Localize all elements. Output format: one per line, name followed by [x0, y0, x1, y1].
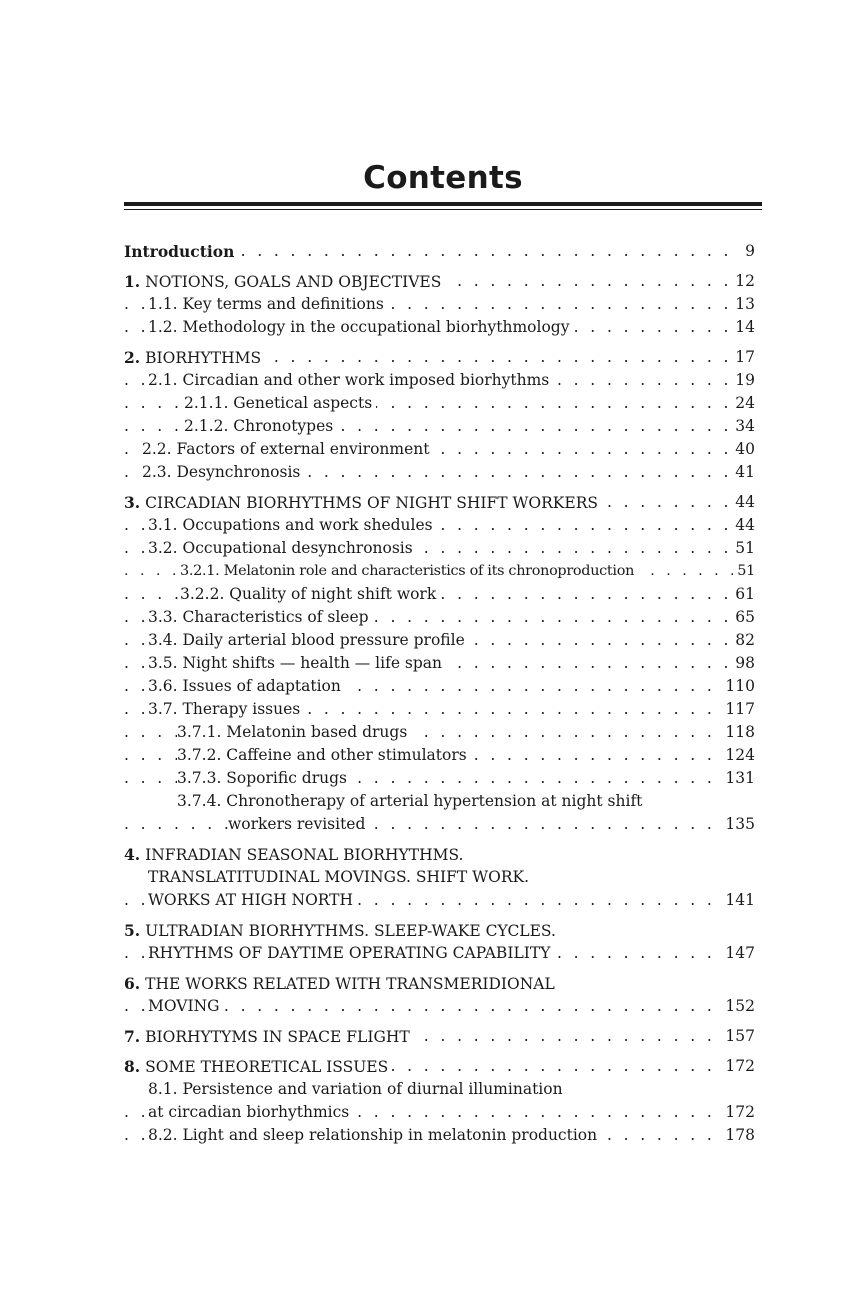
chapter-number: 7.	[124, 1027, 141, 1046]
toc-entry-page: 147	[721, 942, 755, 965]
chapter-number: 1.	[124, 272, 141, 291]
toc-entry-page: 98	[731, 652, 755, 675]
toc-entry-page: 65	[731, 606, 755, 629]
toc-entry-page: 61	[731, 583, 755, 606]
toc-entry-8-1-line1[interactable]: 8.1. Persistence and variation of diurnal illumination	[148, 1080, 563, 1098]
toc-entry-page: 41	[731, 461, 755, 484]
toc-entry-label: 2.1.2. Chronotypes	[184, 417, 337, 435]
toc-entry-label: 2.2. Factors of external environment	[142, 440, 433, 458]
toc-entry-8-1[interactable]	[124, 1101, 755, 1124]
toc-entry-page: 141	[721, 889, 755, 912]
toc-entry-3-1[interactable]	[124, 514, 755, 537]
table-of-contents	[124, 240, 755, 1154]
toc-entry-label: 3.2.2. Quality of night shift work	[180, 585, 440, 603]
toc-entry-page: 12	[731, 270, 755, 293]
toc-entry-label: 3.7. Therapy issues	[148, 700, 304, 718]
toc-entry-page: 135	[721, 813, 755, 836]
toc-entry-1-1[interactable]	[124, 293, 755, 316]
toc-entry-chapter-5[interactable]	[124, 942, 755, 965]
toc-group-chapter-3	[124, 491, 755, 836]
toc-entry-label: 2.1. Circadian and other work imposed biorhythms	[148, 371, 553, 389]
toc-entry-page: 131	[721, 767, 755, 790]
toc-entry-label: workers revisited	[228, 815, 369, 833]
chapter-number: 2.	[124, 348, 141, 367]
page-title: Contents	[363, 160, 523, 196]
toc-entry-label: MOVING	[148, 997, 224, 1015]
toc-group-chapter-2	[124, 346, 755, 484]
toc-entry-label: 3.2. Occupational desynchronosis	[148, 539, 417, 557]
toc-entry-page: 19	[731, 369, 755, 392]
chapter-number: 5.	[124, 921, 141, 940]
toc-entry-page: 40	[731, 438, 755, 461]
toc-group-chapter-6	[124, 972, 755, 1018]
toc-entry-chapter-1[interactable]	[124, 270, 755, 293]
toc-entry-label: BIORHYTYMS IN SPACE FLIGHT	[145, 1028, 410, 1046]
toc-entry-3-2-2[interactable]	[124, 583, 755, 606]
toc-entry-2-1-1[interactable]	[124, 392, 755, 415]
toc-entry-label: 3.6. Issues of adaptation	[148, 677, 345, 695]
toc-entry-2-2[interactable]	[124, 438, 755, 461]
toc-entry-page: 51	[733, 560, 755, 583]
chapter-number: 6.	[124, 974, 141, 993]
chapter-number: 3.	[124, 493, 141, 512]
toc-group-chapter-1	[124, 270, 755, 339]
toc-entry-chapter-4[interactable]	[124, 889, 755, 912]
toc-entry-label: 1.1. Key terms and definitions	[148, 295, 388, 313]
toc-entry-page: 172	[721, 1055, 755, 1078]
toc-entry-page: 34	[731, 415, 755, 438]
toc-entry-page: 124	[721, 744, 755, 767]
toc-entry-label: 8.2. Light and sleep relationship in melatonin production	[148, 1126, 601, 1144]
toc-entry-page: 82	[731, 629, 755, 652]
toc-entry-chapter-7[interactable]	[124, 1025, 755, 1048]
toc-entry-chapter-2[interactable]	[124, 346, 755, 369]
toc-entry-3-7[interactable]	[124, 698, 755, 721]
toc-entry-label: WORKS AT HIGH NORTH	[148, 891, 357, 909]
toc-group-chapter-5	[124, 919, 755, 965]
toc-entry-page: 117	[721, 698, 755, 721]
toc-entry-chapter-8[interactable]	[124, 1055, 755, 1078]
toc-entry-3-4[interactable]	[124, 629, 755, 652]
toc-entry-page: 172	[721, 1101, 755, 1124]
toc-entry-page: 110	[721, 675, 755, 698]
toc-entry-3-3[interactable]	[124, 606, 755, 629]
toc-entry-page: 14	[731, 316, 755, 339]
toc-entry-label: THE WORKS RELATED WITH TRANSMERIDIONAL	[145, 975, 555, 993]
toc-entry-page: 9	[741, 240, 755, 263]
chapter-number: 8.	[124, 1057, 141, 1076]
toc-entry-page: 17	[731, 346, 755, 369]
toc-entry-label: 2.1.1. Genetical aspects	[184, 394, 376, 412]
toc-entry-label: SOME THEORETICAL ISSUES	[145, 1058, 389, 1076]
toc-entry-3-2-1[interactable]	[124, 560, 755, 583]
toc-entry-label: Introduction	[124, 242, 238, 261]
toc-entry-label: at circadian biorhythmics	[148, 1103, 353, 1121]
toc-entry-label: 2.3. Desynchronosis	[142, 463, 304, 481]
toc-entry-chapter-3[interactable]	[124, 491, 755, 514]
toc-entry-page: 13	[731, 293, 755, 316]
toc-entry-label: 3.7.1. Melatonin based drugs	[177, 723, 411, 741]
title-rule-thin	[124, 209, 762, 210]
chapter-number: 4.	[124, 845, 141, 864]
toc-entry-label: 3.7.2. Caffeine and other stimulators	[177, 746, 471, 764]
toc-entry-label: CIRCADIAN BIORHYTHMS OF NIGHT SHIFT WORKERS	[145, 494, 598, 512]
toc-entry-page: 178	[721, 1124, 755, 1147]
toc-entry-chapter-5-line1[interactable]	[124, 919, 755, 942]
toc-entry-page: 51	[731, 537, 755, 560]
toc-entry-8-2[interactable]	[124, 1124, 755, 1147]
toc-entry-label: NOTIONS, GOALS AND OBJECTIVES	[145, 273, 442, 291]
toc-entry-label: 3.4. Daily arterial blood pressure profile	[148, 631, 469, 649]
toc-entry-3-7-1[interactable]	[124, 721, 755, 744]
toc-entry-page: 118	[721, 721, 755, 744]
toc-entry-label: 3.1. Occupations and work shedules	[148, 516, 437, 534]
toc-entry-3-2[interactable]	[124, 537, 755, 560]
toc-entry-page: 44	[731, 514, 755, 537]
toc-entry-label: RHYTHMS OF DAYTIME OPERATING CAPABILITY	[148, 944, 554, 962]
toc-group-chapter-8	[124, 1055, 755, 1147]
toc-entry-label: INFRADIAN SEASONAL BIORHYTHMS.	[145, 846, 464, 864]
toc-entry-page: 157	[721, 1025, 755, 1048]
toc-entry-3-7-4[interactable]	[124, 813, 755, 836]
toc-entry-label: BIORHYTHMS	[145, 349, 262, 367]
toc-entry-label: 3.7.3. Soporific drugs	[177, 769, 351, 787]
toc-entry-chapter-6[interactable]	[124, 995, 755, 1018]
toc-entry-page: 24	[731, 392, 755, 415]
toc-entry-label: 1.2. Methodology in the occupational biorhythmology	[148, 318, 573, 336]
toc-entry-label: ULTRADIAN BIORHYTHMS. SLEEP-WAKE CYCLES.	[145, 922, 556, 940]
toc-entry-chapter-4-line2[interactable]: TRANSLATITUDINAL MOVINGS. SHIFT WORK.	[148, 868, 529, 886]
toc-entry-1-2[interactable]	[124, 316, 755, 339]
toc-entry-introduction[interactable]	[124, 240, 755, 263]
toc-entry-2-1[interactable]	[124, 369, 755, 392]
toc-entry-page: 44	[731, 491, 755, 514]
title-rule-thick	[124, 202, 762, 206]
toc-group-chapter-4	[124, 843, 755, 912]
toc-entry-3-7-3[interactable]	[124, 767, 755, 790]
toc-entry-3-5[interactable]	[124, 652, 755, 675]
toc-entry-3-7-4-line1[interactable]: 3.7.4. Chronotherapy of arterial hypertension at night shift	[177, 792, 643, 810]
toc-group-introduction	[124, 240, 755, 263]
toc-entry-3-7-2[interactable]	[124, 744, 755, 767]
toc-entry-chapter-6-line1[interactable]	[124, 972, 755, 995]
toc-entry-label: 3.2.1. Melatonin role and characteristics of its chronoproduction	[180, 563, 638, 579]
toc-entry-3-6[interactable]	[124, 675, 755, 698]
dot-leader	[124, 813, 755, 836]
toc-entry-2-1-2[interactable]	[124, 415, 755, 438]
toc-entry-label: 3.3. Characteristics of sleep	[148, 608, 373, 626]
toc-entry-chapter-4-line1[interactable]	[124, 843, 755, 866]
toc-entry-label: 3.5. Night shifts — health — life span	[148, 654, 446, 672]
toc-entry-page: 152	[721, 995, 755, 1018]
toc-group-chapter-7	[124, 1025, 755, 1048]
toc-entry-2-3[interactable]	[124, 461, 755, 484]
